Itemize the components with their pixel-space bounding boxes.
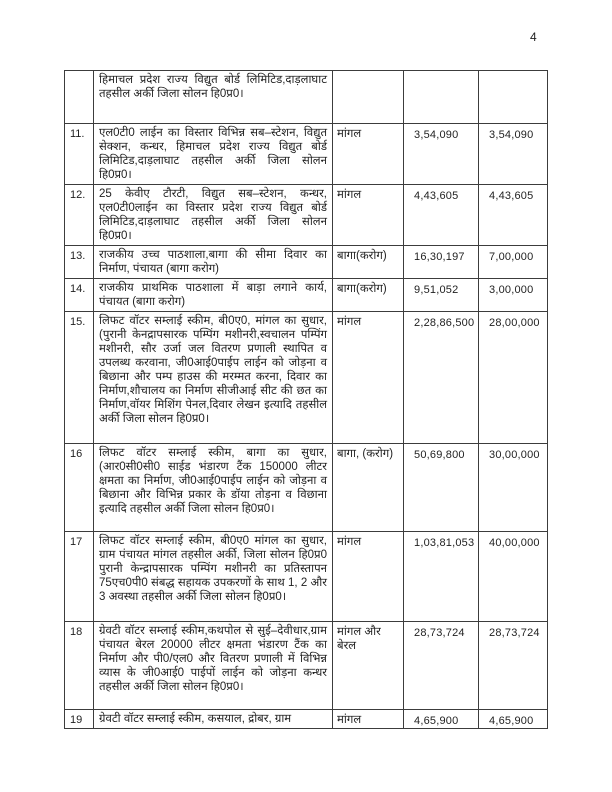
serial-cell: 12. xyxy=(65,185,94,246)
location-cell: बागा(करोग) xyxy=(333,246,404,279)
description-cell: राजकीय उच्च पाठशाला,बागा की सीमा दिवार का निर्माण, पंचायत (बागा करोग) xyxy=(94,246,333,279)
estimated-amount-cell: 4,65,900 xyxy=(404,710,479,729)
location-cell: मांगल और बेरल xyxy=(333,622,404,710)
estimated-amount-cell: 50,69,800 xyxy=(404,444,479,532)
description-cell: लिफट वॉटर सम्लाई स्कीम, बी0ए0 मांगल का सुधार, ग्राम पंचायत मांगल तहसील अर्की, जिला सोलन हि0प्र0 पुरानी केन्द्रापसारक पम्पिंग मशीनरी का प्रतिस्तापन 75एच0पी0 संबद्ध सहायक उपकरणों के साथ 1, 2 और 3 अवस्था तहसील अर्की जिला सोलन हि0प्र0। xyxy=(94,532,333,622)
description-cell: ग्रेवटी वॉटर सम्लाई स्कीम,कथपोल से सुई–देवीधार,ग्राम पंचायत बेरल 20000 लीटर क्षमता भंडारण टैंक का निर्माण और पी0/एल0 और वितरण प्रणाली में विभिन्न व्यास के जी0आई0 पाईपों लाईन को जोड़ना कन्धर तहसील अर्की जिला सोलन हि0प्र0। xyxy=(94,622,333,710)
table-row xyxy=(65,312,548,444)
table-row xyxy=(65,71,548,124)
released-amount-cell: 4,65,900 xyxy=(479,710,548,729)
estimated-amount-cell: 16,30,197 xyxy=(404,246,479,279)
works-table-body xyxy=(65,71,548,729)
estimated-amount-cell: 4,43,605 xyxy=(404,185,479,246)
estimated-amount-cell: 3,54,090 xyxy=(404,124,479,185)
serial-cell: 15. xyxy=(65,312,94,444)
estimated-amount-cell: 2,28,86,500 xyxy=(404,312,479,444)
location-cell: मांगल xyxy=(333,710,404,729)
description-cell: एल0टी0 लाईन का विस्तार विभिन्न सब–स्टेशन, विद्युत सेक्शन, कन्धर, हिमाचल प्रदेश राज्य विद्युत बोर्ड लिमिटिड,दाड़लाघाट तहसील अर्की जिला सोलन हि0प्र0। xyxy=(94,124,333,185)
released-amount-cell xyxy=(479,71,548,124)
serial-cell: 16 xyxy=(65,444,94,532)
table-row xyxy=(65,710,548,729)
released-amount-cell: 4,43,605 xyxy=(479,185,548,246)
estimated-amount-cell: 9,51,052 xyxy=(404,279,479,312)
serial-cell xyxy=(65,71,94,124)
table-row xyxy=(65,532,548,622)
table-row xyxy=(65,185,548,246)
estimated-amount-cell: 28,73,724 xyxy=(404,622,479,710)
description-cell: राजकीय प्राथमिक पाठशाला में बाड़ा लगाने कार्य, पंचायत (बागा करोग) xyxy=(94,279,333,312)
serial-cell: 13. xyxy=(65,246,94,279)
released-amount-cell: 28,73,724 xyxy=(479,622,548,710)
serial-cell: 11. xyxy=(65,124,94,185)
released-amount-cell: 3,00,000 xyxy=(479,279,548,312)
serial-cell: 14. xyxy=(65,279,94,312)
released-amount-cell: 30,00,000 xyxy=(479,444,548,532)
location-cell: मांगल xyxy=(333,312,404,444)
estimated-amount-cell xyxy=(404,71,479,124)
table-row xyxy=(65,124,548,185)
released-amount-cell: 40,00,000 xyxy=(479,532,548,622)
location-cell xyxy=(333,71,404,124)
released-amount-cell: 3,54,090 xyxy=(479,124,548,185)
serial-cell: 19 xyxy=(65,710,94,729)
table-row xyxy=(65,444,548,532)
estimated-amount-cell: 1,03,81,053 xyxy=(404,532,479,622)
description-cell: हिमाचल प्रदेश राज्य विद्युत बोर्ड लिमिटिड,दाड़लाघाट तहसील अर्की जिला सोलन हि0प्र0। xyxy=(94,71,333,124)
table-row xyxy=(65,279,548,312)
description-cell: लिफट वॉटर सम्लाई स्कीम, बी0ए0, मांगल का सुधार, (पुरानी केनद्रापसारक पम्पिंग मशीनरी,स्वचालन पम्पिंग मशीनरी, सौर उर्जा जल वितरण प्रणाली स्थापित व उपलब्ध करवाना, जी0आई0पाईप लाईन को जोड़ना व बिछाना और पम्प हाउस की मरम्मत करना, दिवार का निर्माण,शौचालय का निर्माण सीजीआई सीट की छत का निर्माण,वॉयर मिशिंग पेनल,दिवार लेखन इत्यादि तहसील अर्की जिला सोलन हि0प्र0। xyxy=(94,312,333,444)
location-cell: बागा(करोग) xyxy=(333,279,404,312)
table-row xyxy=(65,246,548,279)
location-cell: मांगल xyxy=(333,124,404,185)
works-table xyxy=(64,70,548,729)
serial-cell: 18 xyxy=(65,622,94,710)
released-amount-cell: 7,00,000 xyxy=(479,246,548,279)
description-cell: लिफट वॉटर सम्लाई स्कीम, बागा का सुधार, (आर0सी0सी0 साईड भंडारण टैंक 150000 लीटर क्षमता का निर्माण, जी0आई0पाईप लाईन को जोड़ना व बिछाना और विभिन्न प्रकार के डॉया तोड़ना व विछाना इत्यादि तहसील अर्की जिला सोलन हि0प्र0। xyxy=(94,444,333,532)
released-amount-cell: 28,00,000 xyxy=(479,312,548,444)
page-number: 4 xyxy=(530,30,537,44)
serial-cell: 17 xyxy=(65,532,94,622)
location-cell: मांगल xyxy=(333,532,404,622)
description-cell: ग्रेवटी वॉटर सम्लाई स्कीम, कसयाल, द्रोबर, ग्राम xyxy=(94,710,333,729)
location-cell: बागा, (करोग) xyxy=(333,444,404,532)
table-row xyxy=(65,622,548,710)
location-cell: मांगल xyxy=(333,185,404,246)
description-cell: 25 केवीए टौरटी, विद्युत सब–स्टेशन, कन्धर, एल0टी0लाईन का विस्तार प्रदेश राज्य विद्युत बोर्ड लिमिटिड,दाड़लाघाट तहसील अर्की जिला सोलन हि0प्र0। xyxy=(94,185,333,246)
